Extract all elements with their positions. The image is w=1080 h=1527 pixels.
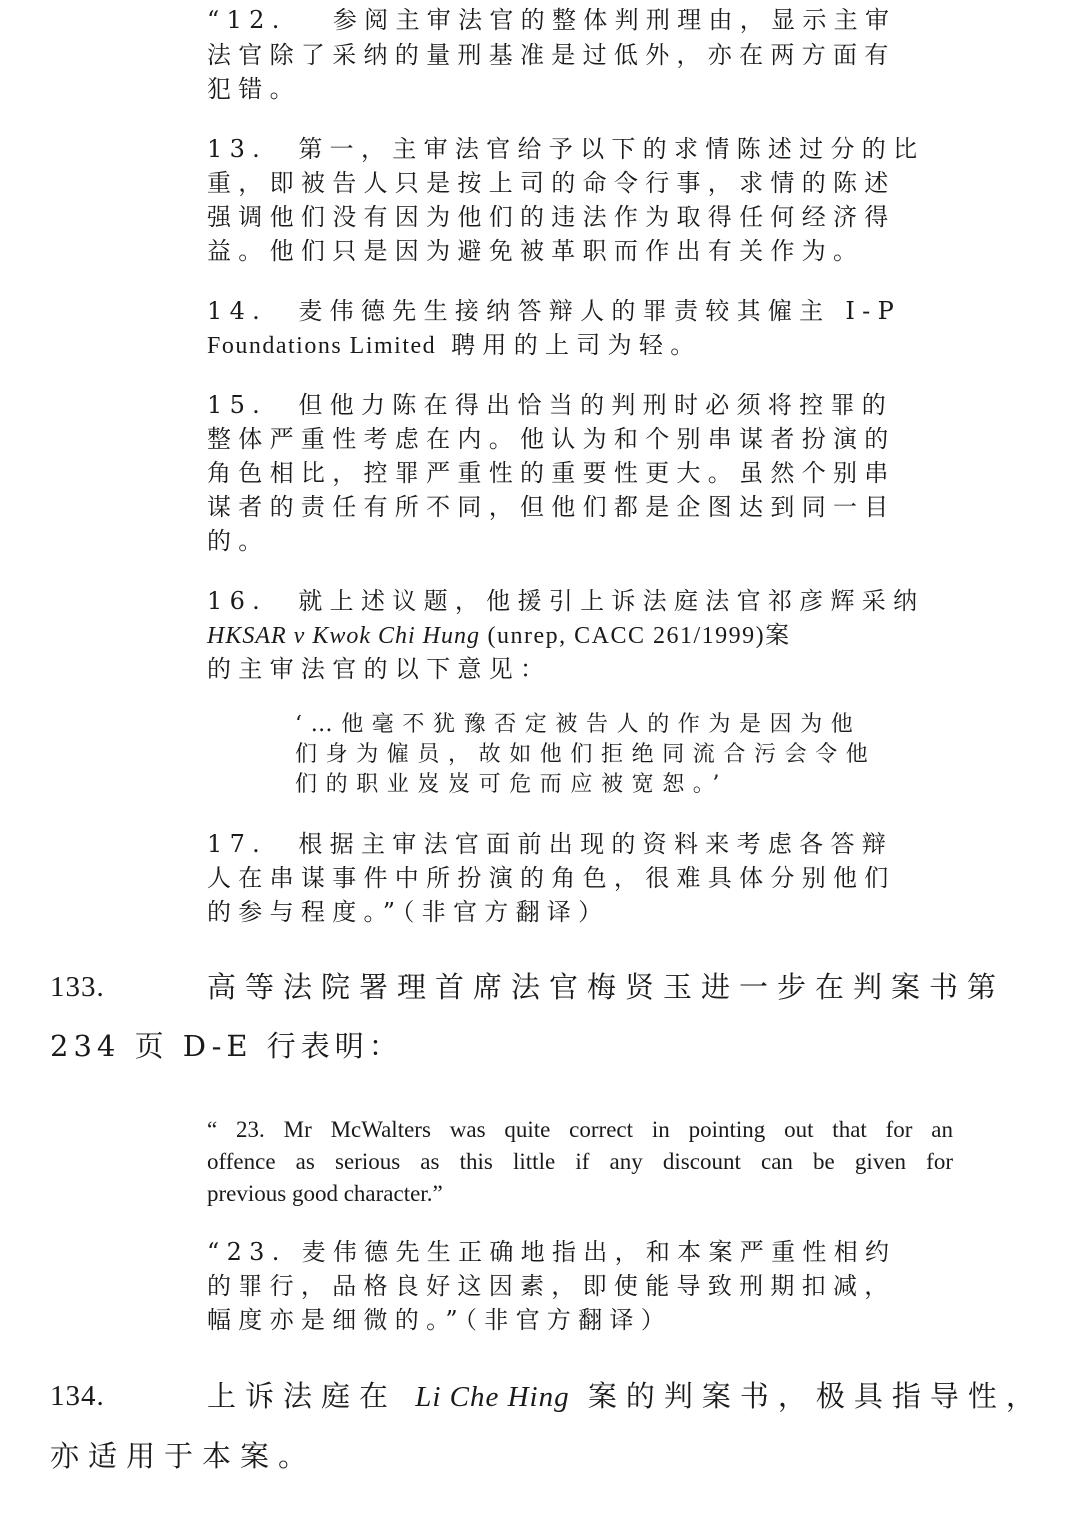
para-17-line-1: 17. 根据主审法官面前出现的资料来考虑各答辩 <box>207 830 894 858</box>
english-quote-line-1: “ 23. Mr McWalters was quite correct in pointing out that for an <box>207 1117 953 1142</box>
para-14-line-2-text: 聘用的上司为轻。 <box>436 331 702 359</box>
para-134-line-2: 亦适用于本案。 <box>50 1439 317 1473</box>
para-133-line-2: 234 页 D-E 行表明： <box>50 1029 403 1063</box>
para-16-line-1: 16. 就上述议题，他援引上诉法庭法官祁彦辉采纳 <box>207 587 925 615</box>
para-134-line-1 <box>207 1379 1044 1413</box>
chinese-quote-line-3: 幅度亦是细微的。”（非官方翻译） <box>207 1306 673 1334</box>
para-12-line-1: “12. 参阅主审法官的整体判刑理由，显示主审 <box>207 6 897 34</box>
case-citation: (unrep, CACC 261/1999) <box>480 623 766 649</box>
english-quote-line-3: previous good character.” <box>207 1181 443 1206</box>
para-134-prefix: 上诉法庭在 <box>207 1379 416 1413</box>
para-12-line-2: 法官除了采纳的量刑基准是过低外，亦在两方面有 <box>207 41 896 69</box>
para-133-line-1: 高等法院署理首席法官梅贤玉进一步在判案书第 <box>207 970 1006 1004</box>
para-13-line-4: 益。他们只是因为避免被革职而作出有关作为。 <box>207 237 865 265</box>
english-quote-line-2: offence as serious as this little if any discount can be given for <box>207 1149 953 1174</box>
para-15-line-3: 角色相比，控罪严重性的重要性更大。虽然个别串 <box>207 459 896 487</box>
para-14-line-2 <box>207 333 702 358</box>
para-13-line-1: 13. 第一，主审法官给予以下的求情陈述过分的比 <box>207 135 925 163</box>
para-13-line-2: 重，即被告人只是按上司的命令行事，求情的陈述 <box>207 169 896 197</box>
para-13-line-3: 强调他们没有因为他们的违法作为取得任何经济得 <box>207 203 896 231</box>
case-name-kwok-chi-hung: HKSAR v Kwok Chi Hung <box>207 623 480 649</box>
para-133-number: 133. <box>50 971 105 1003</box>
inner-quote-line-2: 们身为僱员，故如他们拒绝同流合污会令他 <box>295 742 877 767</box>
para-16-line-2-suffix: 案 <box>765 621 797 649</box>
para-15-line-2: 整体严重性考虑在内。他认为和个别串谋者扮演的 <box>207 425 896 453</box>
para-16-line-2 <box>207 623 796 648</box>
para-17-line-2: 人在串谋事件中所扮演的角色，很难具体分别他们 <box>207 864 896 892</box>
para-15-line-1: 15. 但他力陈在得出恰当的判刑时必须将控罪的 <box>207 391 894 419</box>
case-name-li-che-hing: Li Che Hing <box>415 1381 570 1413</box>
inner-quote-line-3: 们的职业岌岌可危而应被宽恕。’ <box>295 772 728 797</box>
para-16-line-3: 的主审法官的以下意见： <box>207 655 552 683</box>
para-134-number: 134. <box>50 1380 105 1412</box>
chinese-quote-line-2: 的罪行，品格良好这因素，即使能导致刑期扣减， <box>207 1272 896 1300</box>
chinese-quote-line-1: “23. 麦伟德先生正确地指出，和本案严重性相约 <box>207 1238 897 1266</box>
inner-quote-line-1: ‘…他毫不犹豫否定被告人的作为是因为他 <box>295 712 862 737</box>
para-17-line-3: 的参与程度。”（非官方翻译） <box>207 898 610 926</box>
para-14-line-1: 14. 麦伟德先生接纳答辩人的罪责较其僱主 I-P <box>207 297 902 325</box>
para-134-suffix: 案的判案书，极具指导性， <box>569 1379 1044 1413</box>
para-12-line-3: 犯错。 <box>207 75 301 103</box>
para-15-line-5: 的。 <box>207 527 270 555</box>
company-name: Foundations Limited <box>207 333 437 359</box>
para-15-line-4: 谋者的责任有所不同，但他们都是企图达到同一目 <box>207 493 896 521</box>
